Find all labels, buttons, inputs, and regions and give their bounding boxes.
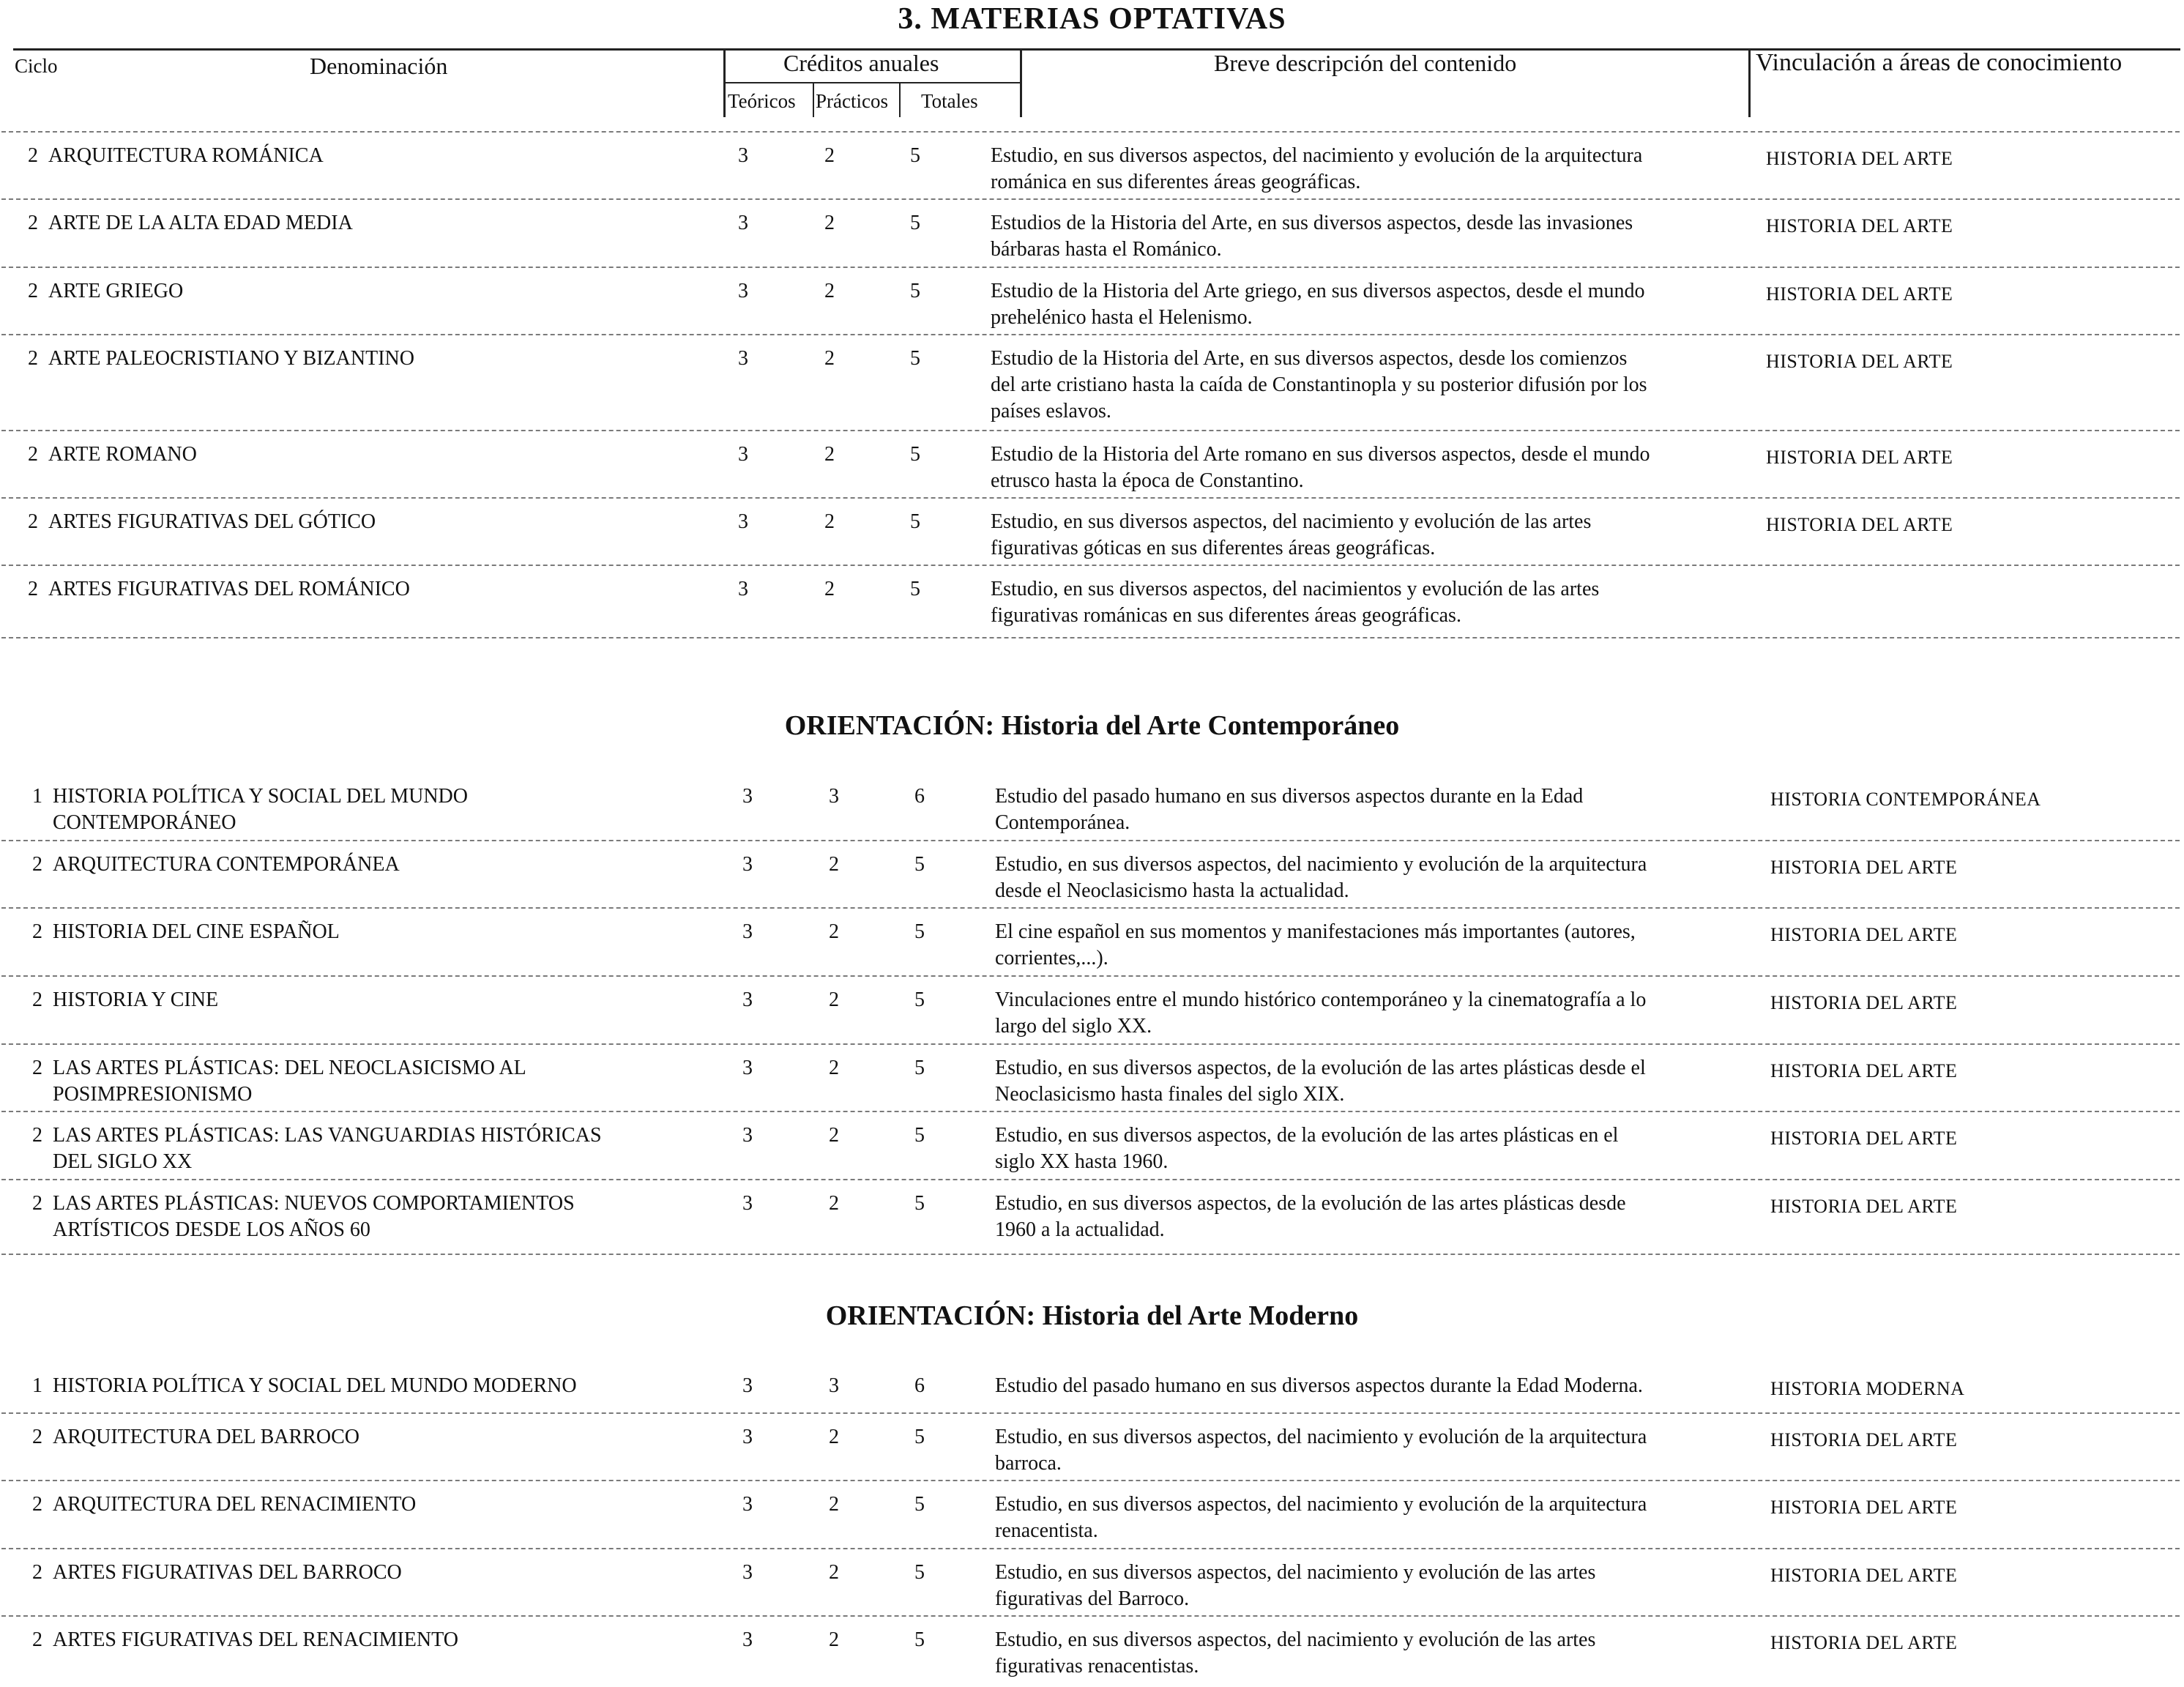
- section-end-separator: [1, 1254, 2180, 1255]
- descripcion-line: Estudio, en sus diversos aspectos, del nacimientos y evolución de las artes: [991, 578, 1600, 600]
- teoricos-cell: 3: [742, 1561, 753, 1584]
- ciclo-cell: 1: [32, 785, 42, 808]
- practicos-cell: 2: [824, 212, 835, 234]
- teoricos-cell: 3: [738, 280, 748, 302]
- totales-cell: 5: [914, 920, 925, 943]
- descripcion-cell: [995, 919, 1727, 972]
- section-end-separator: [1, 637, 2180, 638]
- vinculacion-cell: HISTORIA DEL ARTE: [1770, 1196, 1958, 1217]
- header-teoricos: Teóricos: [728, 90, 796, 112]
- ciclo-cell: 2: [32, 853, 42, 876]
- teoricos-cell: 3: [742, 920, 753, 943]
- descripcion-cell: [995, 852, 1727, 904]
- ciclo-cell: 2: [32, 1426, 42, 1448]
- teoricos-cell: 3: [738, 443, 748, 466]
- teoricos-cell: 3: [738, 212, 748, 234]
- descripcion-line: prehelénico hasta el Helenismo.: [991, 306, 1253, 329]
- practicos-cell: 3: [829, 1374, 839, 1397]
- denominacion-line: ARTES FIGURATIVAS DEL BARROCO: [53, 1561, 402, 1584]
- denominacion-cell: [48, 143, 324, 169]
- vinculacion-cell: HISTORIA DEL ARTE: [1770, 992, 1958, 1013]
- descripcion-line: Estudio, en sus diversos aspectos, del nacimiento y evolución de la arquitectura: [995, 853, 1647, 876]
- practicos-cell: 3: [829, 785, 839, 808]
- totales-cell: 5: [914, 1561, 925, 1584]
- vinculacion-cell: HISTORIA DEL ARTE: [1770, 1429, 1958, 1450]
- denominacion-cell: [53, 1627, 458, 1653]
- descripcion-cell: [991, 210, 1723, 263]
- denominacion-line: LAS ARTES PLÁSTICAS: DEL NEOCLASICISMO AL: [53, 1057, 526, 1079]
- teoricos-cell: 3: [742, 853, 753, 876]
- row-separator: [1, 267, 2180, 268]
- row-separator: [1, 334, 2180, 335]
- teoricos-cell: 3: [742, 1374, 753, 1397]
- teoricos-cell: 3: [742, 1493, 753, 1516]
- header-totales: Totales: [921, 90, 978, 112]
- ciclo-cell: 2: [28, 347, 38, 370]
- descripcion-line: Estudio, en sus diversos aspectos, del nacimiento y evolución de la arquitectura: [991, 144, 1643, 167]
- header-vinculacion: Vinculación a áreas de conocimiento: [1756, 49, 2122, 76]
- descripcion-line: etrusco hasta la época de Constantino.: [991, 469, 1304, 492]
- practicos-cell: 2: [824, 443, 835, 466]
- vinculacion-cell: HISTORIA DEL ARTE: [1770, 1632, 1958, 1653]
- descripcion-line: Estudio de la Historia del Arte griego, en sus diversos aspectos, desde el mundo: [991, 280, 1645, 302]
- totales-cell: 5: [914, 1192, 925, 1215]
- denominacion-line: ARQUITECTURA ROMÁNICA: [48, 144, 324, 167]
- totales-cell: 5: [914, 1493, 925, 1516]
- descripcion-cell: [995, 987, 1727, 1040]
- denominacion-line: DEL SIGLO XX: [53, 1150, 193, 1173]
- descripcion-cell: [991, 442, 1723, 494]
- denominacion-cell: [53, 1424, 359, 1450]
- row-separator: [1, 975, 2180, 977]
- header-creditos: Créditos anuales: [783, 50, 939, 76]
- descripcion-cell: [995, 1627, 1727, 1680]
- descripcion-line: Estudio, en sus diversos aspectos, del nacimiento y evolución de las artes: [995, 1561, 1596, 1584]
- row-separator: [1, 497, 2180, 499]
- denominacion-cell: [53, 783, 468, 836]
- vinculacion-cell: HISTORIA DEL ARTE: [1770, 1128, 1958, 1149]
- row-separator: [1, 1412, 2180, 1414]
- denominacion-line: ARTE DE LA ALTA EDAD MEDIA: [48, 212, 353, 234]
- row-separator: [1, 565, 2180, 566]
- denominacion-cell: [53, 1373, 577, 1399]
- row-separator: [1, 1179, 2180, 1180]
- descripcion-line: Estudio, en sus diversos aspectos, del nacimiento y evolución de la arquitectura: [995, 1426, 1647, 1448]
- denominacion-line: LAS ARTES PLÁSTICAS: NUEVOS COMPORTAMIENTOS: [53, 1192, 575, 1215]
- descripcion-line: bárbaras hasta el Románico.: [991, 238, 1222, 261]
- vinculacion-cell: HISTORIA DEL ARTE: [1766, 447, 1953, 468]
- practicos-cell: 2: [824, 510, 835, 533]
- vinculacion-cell: HISTORIA DEL ARTE: [1770, 857, 1958, 878]
- descripcion-line: Estudio, en sus diversos aspectos, del nacimiento y evolución de las artes: [995, 1628, 1596, 1651]
- descripcion-line: Estudio, en sus diversos aspectos, de la evolución de las artes plásticas desde el: [995, 1057, 1646, 1079]
- denominacion-line: LAS ARTES PLÁSTICAS: LAS VANGUARDIAS HISTÓRICAS: [53, 1124, 602, 1147]
- denominacion-cell: [53, 1122, 602, 1175]
- descripcion-line: Estudio del pasado humano en sus diversos aspectos durante en la Edad: [995, 785, 1584, 808]
- descripcion-line: Estudio, en sus diversos aspectos, de la evolución de las artes plásticas en el: [995, 1124, 1619, 1147]
- descripcion-line: figurativas del Barroco.: [995, 1587, 1190, 1610]
- denominacion-line: POSIMPRESIONISMO: [53, 1083, 253, 1106]
- ciclo-cell: 2: [32, 1493, 42, 1516]
- totales-cell: 5: [910, 144, 920, 167]
- denominacion-cell: [48, 210, 353, 237]
- denominacion-cell: [53, 852, 400, 878]
- denominacion-line: ARTES FIGURATIVAS DEL GÓTICO: [48, 510, 376, 533]
- teoricos-cell: 3: [742, 1426, 753, 1448]
- totales-cell: 5: [914, 1628, 925, 1651]
- descripcion-cell: [991, 346, 1723, 425]
- ciclo-cell: 2: [28, 212, 38, 234]
- denominacion-line: HISTORIA Y CINE: [53, 988, 219, 1011]
- practicos-cell: 2: [829, 1561, 839, 1584]
- descripcion-line: figurativas románicas en sus diferentes áreas geográficas.: [991, 604, 1461, 627]
- practicos-cell: 2: [829, 920, 839, 943]
- row-separator: [1, 1043, 2180, 1045]
- totales-cell: 6: [914, 785, 925, 808]
- descripcion-line: barroca.: [995, 1452, 1062, 1475]
- descripcion-cell: [991, 509, 1723, 562]
- descripcion-line: figurativas góticas en sus diferentes áreas geográficas.: [991, 537, 1436, 559]
- descripcion-line: El cine español en sus momentos y manifestaciones más importantes (autores,: [995, 920, 1636, 943]
- ciclo-cell: 2: [32, 920, 42, 943]
- teoricos-cell: 3: [742, 1057, 753, 1079]
- descripcion-line: románica en sus diferentes áreas geográficas.: [991, 171, 1361, 193]
- denominacion-cell: [53, 1055, 526, 1108]
- ciclo-cell: 2: [32, 1561, 42, 1584]
- denominacion-line: ARTES FIGURATIVAS DEL ROMÁNICO: [48, 578, 410, 600]
- descripcion-line: renacentista.: [995, 1519, 1098, 1542]
- section-title: ORIENTACIÓN: Historia del Arte Moderno: [825, 1300, 1359, 1331]
- totales-cell: 5: [910, 347, 920, 370]
- descripcion-cell: [995, 1055, 1727, 1108]
- ciclo-cell: 2: [28, 280, 38, 302]
- ciclo-cell: 2: [32, 1628, 42, 1651]
- descripcion-line: Estudios de la Historia del Arte, en sus diversos aspectos, desde las invasiones: [991, 212, 1633, 234]
- vinculacion-cell: HISTORIA MODERNA: [1770, 1378, 1965, 1399]
- row-separator: [1, 430, 2180, 431]
- denominacion-cell: [53, 1492, 416, 1518]
- practicos-cell: 2: [829, 1124, 839, 1147]
- descripcion-line: Estudio, en sus diversos aspectos, de la evolución de las artes plásticas desde: [995, 1192, 1626, 1215]
- header-ciclo: Ciclo: [15, 55, 58, 77]
- denominacion-line: ARQUITECTURA DEL RENACIMIENTO: [53, 1493, 417, 1516]
- row-separator: [1, 907, 2180, 909]
- ciclo-cell: 2: [32, 988, 42, 1011]
- denominacion-cell: [48, 346, 414, 372]
- descripcion-cell: [995, 1191, 1727, 1243]
- descripcion-line: 1960 a la actualidad.: [995, 1218, 1165, 1241]
- denominacion-line: ARTES FIGURATIVAS DEL RENACIMIENTO: [53, 1628, 458, 1651]
- descripcion-line: Estudio de la Historia del Arte, en sus diversos aspectos, desde los comienzos: [991, 347, 1628, 370]
- denominacion-cell: [53, 919, 340, 945]
- teoricos-cell: 3: [742, 1124, 753, 1147]
- header-denominacion: Denominación: [310, 53, 448, 79]
- teoricos-cell: 3: [738, 144, 748, 167]
- denominacion-cell: [48, 576, 410, 603]
- row-separator: [1, 1548, 2180, 1549]
- header-divider: [899, 82, 901, 117]
- teoricos-cell: 3: [742, 1192, 753, 1215]
- descripcion-line: Contemporánea.: [995, 811, 1130, 834]
- descripcion-line: Vinculaciones entre el mundo histórico contemporáneo y la cinematografía a lo: [995, 988, 1647, 1011]
- section-title: ORIENTACIÓN: Historia del Arte Contemporáneo: [784, 710, 1400, 741]
- teoricos-cell: 3: [742, 1628, 753, 1651]
- descripcion-line: Estudio de la Historia del Arte romano en sus diversos aspectos, desde el mundo: [991, 443, 1650, 466]
- totales-cell: 5: [910, 280, 920, 302]
- descripcion-line: países eslavos.: [991, 400, 1111, 422]
- denominacion-line: ARTE ROMANO: [48, 443, 197, 466]
- row-separator: [1, 1111, 2180, 1112]
- ciclo-cell: 2: [28, 578, 38, 600]
- totales-cell: 5: [910, 578, 920, 600]
- row-separator: [1, 1615, 2180, 1617]
- vinculacion-cell: HISTORIA DEL ARTE: [1770, 924, 1958, 945]
- practicos-cell: 2: [829, 1628, 839, 1651]
- ciclo-cell: 2: [28, 510, 38, 533]
- descripcion-cell: [995, 1122, 1727, 1175]
- descripcion-line: largo del siglo XX.: [995, 1015, 1152, 1038]
- ciclo-cell: 2: [32, 1124, 42, 1147]
- table-header: [13, 44, 2180, 117]
- descripcion-line: Estudio, en sus diversos aspectos, del nacimiento y evolución de las artes: [991, 510, 1592, 533]
- page-title: 3. MATERIAS OPTATIVAS: [898, 2, 1286, 36]
- denominacion-line: HISTORIA DEL CINE ESPAÑOL: [53, 920, 340, 943]
- practicos-cell: 2: [829, 1426, 839, 1448]
- denominacion-cell: [53, 1191, 575, 1243]
- practicos-cell: 2: [829, 1493, 839, 1516]
- descripcion-line: corrientes,...).: [995, 947, 1108, 969]
- totales-cell: 5: [914, 988, 925, 1011]
- totales-cell: 5: [910, 443, 920, 466]
- header-credits-rule: [725, 82, 1021, 83]
- vinculacion-cell: HISTORIA DEL ARTE: [1770, 1497, 1958, 1518]
- descripcion-line: Neoclasicismo hasta finales del siglo XIX.: [995, 1083, 1345, 1106]
- denominacion-line: CONTEMPORÁNEO: [53, 811, 236, 834]
- practicos-cell: 2: [824, 578, 835, 600]
- row-separator: [1, 840, 2180, 841]
- totales-cell: 5: [914, 1057, 925, 1079]
- descripcion-cell: [991, 576, 1723, 629]
- descripcion-line: desde el Neoclasicismo hasta la actualidad.: [995, 879, 1349, 902]
- totales-cell: 5: [914, 1124, 925, 1147]
- ciclo-cell: 2: [32, 1057, 42, 1079]
- descripcion-line: figurativas renacentistas.: [995, 1655, 1199, 1677]
- denominacion-line: ARQUITECTURA CONTEMPORÁNEA: [53, 853, 400, 876]
- denominacion-line: HISTORIA POLÍTICA Y SOCIAL DEL MUNDO MODERNO: [53, 1374, 577, 1397]
- vinculacion-cell: HISTORIA DEL ARTE: [1766, 215, 1953, 237]
- practicos-cell: 2: [824, 347, 835, 370]
- teoricos-cell: 3: [742, 785, 753, 808]
- vinculacion-cell: HISTORIA DEL ARTE: [1766, 351, 1953, 372]
- totales-cell: 5: [914, 853, 925, 876]
- totales-cell: 5: [914, 1426, 925, 1448]
- totales-cell: 5: [910, 212, 920, 234]
- practicos-cell: 2: [829, 1057, 839, 1079]
- denominacion-cell: [48, 509, 376, 535]
- descripcion-cell: [991, 278, 1723, 331]
- descripcion-cell: [995, 1424, 1727, 1477]
- vinculacion-cell: HISTORIA CONTEMPORÁNEA: [1770, 789, 2041, 810]
- denominacion-cell: [48, 278, 183, 305]
- teoricos-cell: 3: [742, 988, 753, 1011]
- denominacion-line: HISTORIA POLÍTICA Y SOCIAL DEL MUNDO: [53, 785, 468, 808]
- header-divider: [1748, 48, 1751, 117]
- descripcion-cell: [995, 783, 1727, 836]
- vinculacion-cell: HISTORIA DEL ARTE: [1770, 1060, 1958, 1081]
- denominacion-line: ARTE PALEOCRISTIANO Y BIZANTINO: [48, 347, 414, 370]
- totales-cell: 6: [914, 1374, 925, 1397]
- denominacion-cell: [48, 442, 197, 468]
- ciclo-cell: 2: [32, 1192, 42, 1215]
- ciclo-cell: 1: [32, 1374, 42, 1397]
- header-descripcion: Breve descripción del contenido: [1214, 50, 1517, 76]
- descripcion-cell: [995, 1373, 1727, 1399]
- ciclo-cell: 2: [28, 144, 38, 167]
- vinculacion-cell: HISTORIA DEL ARTE: [1766, 283, 1953, 305]
- descripcion-cell: [991, 143, 1723, 195]
- denominacion-line: ARQUITECTURA DEL BARROCO: [53, 1426, 359, 1448]
- vinculacion-cell: HISTORIA DEL ARTE: [1770, 1565, 1958, 1586]
- practicos-cell: 2: [829, 988, 839, 1011]
- row-separator: [1, 1480, 2180, 1481]
- header-divider: [813, 82, 814, 117]
- practicos-cell: 2: [829, 853, 839, 876]
- row-separator: [1, 131, 2180, 133]
- practicos-cell: 2: [824, 280, 835, 302]
- denominacion-line: ARTE GRIEGO: [48, 280, 184, 302]
- descripcion-cell: [995, 1492, 1727, 1544]
- denominacion-line: ARTÍSTICOS DESDE LOS AÑOS 60: [53, 1218, 370, 1241]
- practicos-cell: 2: [829, 1192, 839, 1215]
- row-separator: [1, 198, 2180, 200]
- ciclo-cell: 2: [28, 443, 38, 466]
- descripcion-line: Estudio, en sus diversos aspectos, del nacimiento y evolución de la arquitectura: [995, 1493, 1647, 1516]
- totales-cell: 5: [910, 510, 920, 533]
- header-practicos: Prácticos: [816, 90, 888, 112]
- denominacion-cell: [53, 987, 218, 1013]
- denominacion-cell: [53, 1560, 402, 1586]
- practicos-cell: 2: [824, 144, 835, 167]
- descripcion-line: siglo XX hasta 1960.: [995, 1150, 1169, 1173]
- teoricos-cell: 3: [738, 578, 748, 600]
- teoricos-cell: 3: [738, 510, 748, 533]
- teoricos-cell: 3: [738, 347, 748, 370]
- descripcion-cell: [995, 1560, 1727, 1612]
- vinculacion-cell: HISTORIA DEL ARTE: [1766, 514, 1953, 535]
- descripcion-line: Estudio del pasado humano en sus diversos aspectos durante la Edad Moderna.: [995, 1374, 1643, 1397]
- vinculacion-cell: HISTORIA DEL ARTE: [1766, 148, 1953, 169]
- descripcion-line: del arte cristiano hasta la caída de Constantinopla y su posterior difusión por los: [991, 373, 1647, 396]
